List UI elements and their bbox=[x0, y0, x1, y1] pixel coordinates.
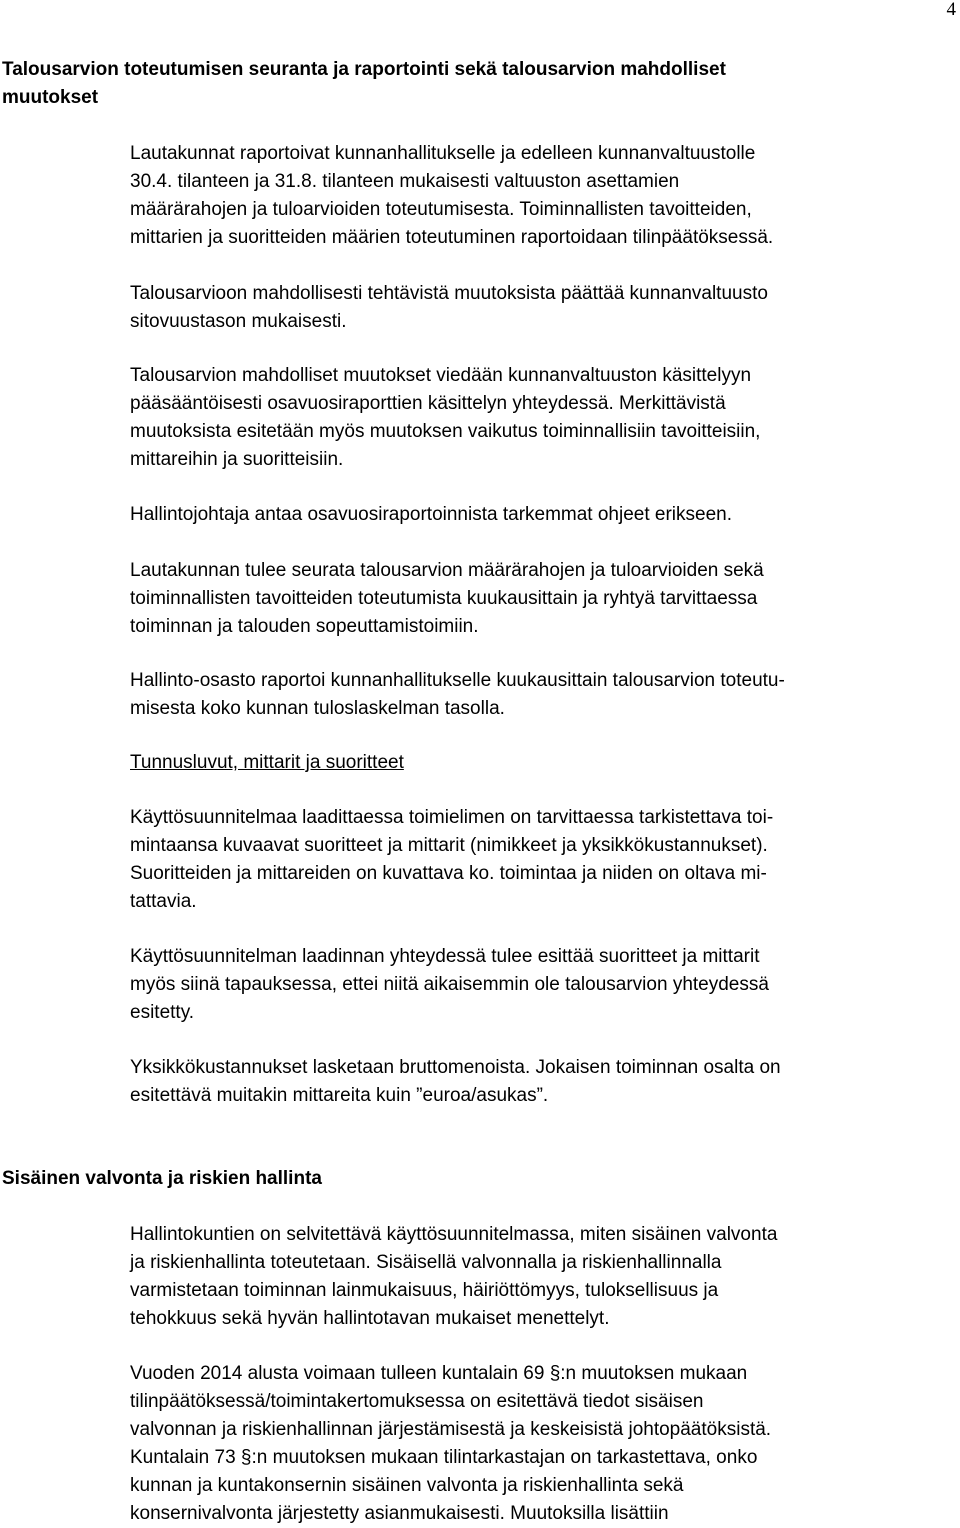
text-line: tehokkuus sekä hyvän hallintotavan mukaiset menettelyt. bbox=[130, 1308, 610, 1329]
text-line: mittareihin ja suoritteisiin. bbox=[130, 449, 344, 470]
text-line: misesta koko kunnan tuloslaskelman tasolla. bbox=[130, 698, 505, 719]
text-line: Vuoden 2014 alusta voimaan tulleen kuntalain 69 §:n muutoksen mukaan bbox=[130, 1363, 748, 1384]
text-line: valvonnan ja riskienhallinnan järjestämisestä ja keskeisistä johtopäätöksistä. bbox=[130, 1419, 772, 1440]
paragraph-admin-reporting bbox=[130, 667, 945, 723]
text-line: Käyttösuunnitelman laadinnan yhteydessä tulee esittää suoritteet ja mittarit bbox=[130, 946, 760, 967]
text-line: Kuntalain 73 §:n muutoksen mukaan tilintarkastajan on tarkastettava, onko bbox=[130, 1447, 758, 1468]
text-line: sitovuustason mukaisesti. bbox=[130, 311, 347, 332]
text-line: pääsääntöisesti osavuosiraporttien käsittelyn yhteydessä. Merkittävistä bbox=[130, 393, 726, 414]
section-heading-budget-monitoring bbox=[2, 56, 942, 112]
paragraph-municipal-act bbox=[130, 1360, 945, 1528]
paragraph-board-monitoring bbox=[130, 557, 945, 641]
page-number: 4 bbox=[946, 0, 956, 20]
text-line: toiminnan ja talouden sopeuttamistoimiin. bbox=[130, 616, 479, 637]
section-heading-internal-control: Sisäinen valvonta ja riskien hallinta bbox=[2, 1168, 322, 1189]
text-line: Lautakunnat raportoivat kunnanhallitukselle ja edelleen kunnanvaltuustolle bbox=[130, 143, 756, 164]
text-line: muutoksista esitetään myös muutoksen vaikutus toiminnallisiin tavoitteisiin, bbox=[130, 421, 761, 442]
text-line: Hallintokuntien on selvitettävä käyttösuunnitelmassa, miten sisäinen valvonta bbox=[130, 1224, 778, 1245]
text-line: ja riskienhallinta toteutetaan. Sisäisellä valvonnalla ja riskienhallinnalla bbox=[130, 1252, 722, 1273]
text-line: tilinpäätöksessä/toimintakertomuksessa on esitettävä tiedot sisäisen bbox=[130, 1391, 704, 1412]
paragraph-reporting bbox=[130, 140, 945, 252]
text-line: määrärahojen ja tuloarvioiden toteutumisesta. Toiminnallisten tavoitteiden, bbox=[130, 199, 752, 220]
paragraph-usage-plan bbox=[130, 804, 945, 916]
paragraph-instructions bbox=[130, 501, 945, 529]
heading-line: Talousarvion toteutumisen seuranta ja raportointi sekä talousarvion mahdolliset bbox=[2, 59, 726, 80]
heading-line: muutokset bbox=[2, 87, 99, 108]
text-line: esitettävä muitakin mittareita kuin ”euroa/asukas”. bbox=[130, 1085, 549, 1106]
subsection-heading-indicators: Tunnusluvut, mittarit ja suoritteet bbox=[130, 752, 404, 773]
text-line: 30.4. tilanteen ja 31.8. tilanteen mukaisesti valtuuston asettamien bbox=[130, 171, 680, 192]
text-line: myös siinä tapauksessa, ettei niitä aikaisemmin ole talousarvion yhteydessä bbox=[130, 974, 769, 995]
text-line: mittarien ja suoritteiden määrien toteutuminen raportoidaan tilinpäätöksessä. bbox=[130, 227, 774, 248]
text-line: mintaansa kuvaavat suoritteet ja mittarit (nimikkeet ja yksikkökustannukset). bbox=[130, 835, 768, 856]
paragraph-council-processing bbox=[130, 362, 945, 474]
text-line: Talousarvion mahdolliset muutokset viedään kunnanvaltuuston käsittelyyn bbox=[130, 365, 752, 386]
text-line: varmistetaan toiminnan lainmukaisuus, häiriöttömyys, tuloksellisuus ja bbox=[130, 1280, 719, 1301]
text-line: Hallinto-osasto raportoi kunnanhallitukselle kuukausittain talousarvion toteutu- bbox=[130, 670, 785, 691]
text-line: tattavia. bbox=[130, 891, 197, 912]
text-line: konsernivalvonta järjestetty asianmukaisesti. Muutoksilla lisättiin bbox=[130, 1503, 669, 1524]
text-line: Talousarvioon mahdollisesti tehtävistä muutoksista päättää kunnanvaltuusto bbox=[130, 283, 768, 304]
text-line: Yksikkökustannukset lasketaan bruttomenoista. Jokaisen toiminnan osalta on bbox=[130, 1057, 781, 1078]
text-line: kunnan ja kuntakonsernin sisäinen valvonta ja riskienhallinta sekä bbox=[130, 1475, 684, 1496]
text-line: Käyttösuunnitelmaa laadittaessa toimielimen on tarvittaessa tarkistettava toi- bbox=[130, 807, 774, 828]
paragraph-internal-control bbox=[130, 1221, 945, 1333]
text-line: Hallintojohtaja antaa osavuosiraportoinnista tarkemmat ohjeet erikseen. bbox=[130, 504, 733, 525]
text-line: esitetty. bbox=[130, 1002, 195, 1023]
text-line: Suoritteiden ja mittareiden on kuvattava ko. toimintaa ja niiden on oltava mi- bbox=[130, 863, 767, 884]
paragraph-unit-costs bbox=[130, 1054, 945, 1110]
paragraph-budget-changes bbox=[130, 280, 945, 336]
text-line: Lautakunnan tulee seurata talousarvion määrärahojen ja tuloarvioiden sekä bbox=[130, 560, 764, 581]
text-line: toiminnallisten tavoitteiden toteutumista kuukausittain ja ryhtyä tarvittaessa bbox=[130, 588, 758, 609]
paragraph-presentation bbox=[130, 943, 945, 1027]
